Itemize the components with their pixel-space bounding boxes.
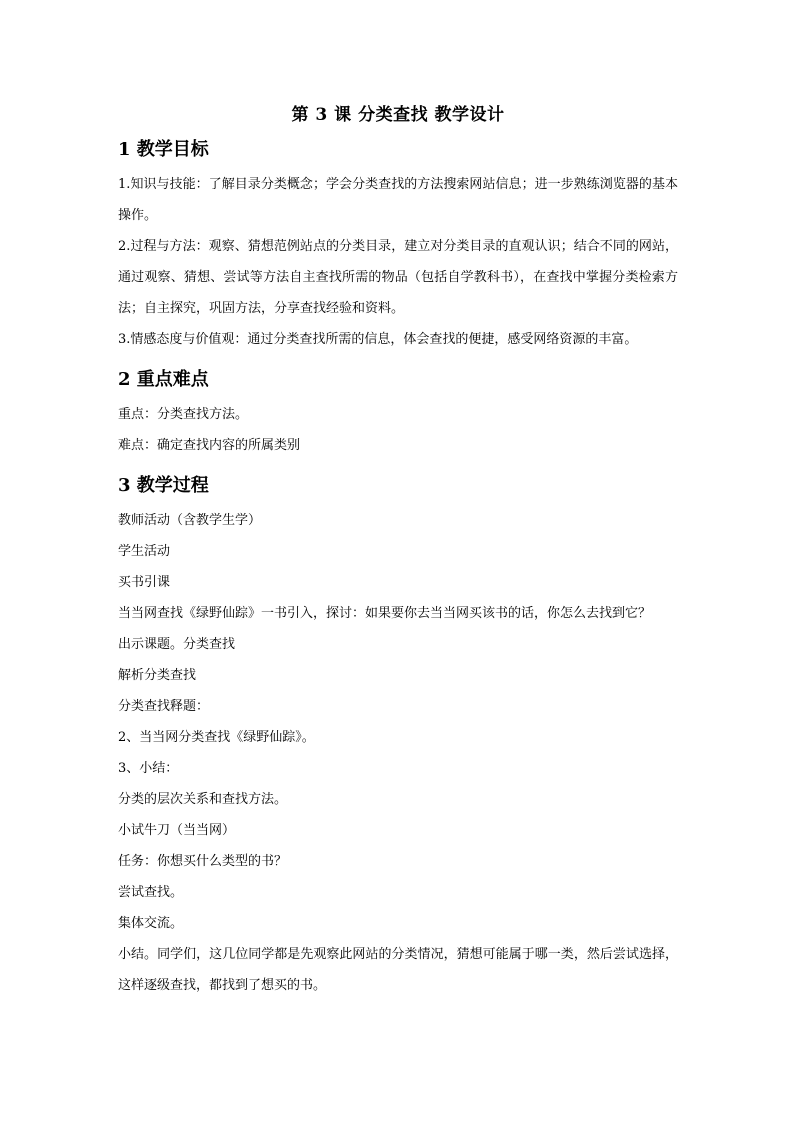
process-line: 买书引课 <box>118 575 171 590</box>
section-heading-process: 3 教学过程 <box>118 475 209 496</box>
process-line: 集体交流。 <box>118 916 184 931</box>
process-line: 2、当当网分类查找《绿野仙踪》。 <box>118 730 315 745</box>
process-line: 解析分类查找 <box>118 668 197 683</box>
goal-attitude-values: 3.情感态度与价值观：通过分类查找所需的信息，体会查找的便捷，感受网络资源的丰富。 <box>118 332 638 347</box>
section-heading-key-points: 2 重点难点 <box>118 369 209 390</box>
goal-knowledge-skills: 1.知识与技能：了解目录分类概念；学会分类查找的方法搜索网站信息；进一步熟练浏览器的基本操作。 <box>118 177 678 223</box>
document-title: 第 3 课 分类查找 教学设计 <box>291 105 505 125</box>
process-line: 教师活动（含教学生学） <box>118 513 262 528</box>
process-line: 当当网查找《绿野仙踪》一书引入，探讨：如果要你去当当网买该书的话，你怎么去找到它？ <box>118 606 652 621</box>
section-heading-goals: 1 教学目标 <box>118 139 209 160</box>
process-line: 学生活动 <box>118 544 171 559</box>
document-page <box>118 103 678 1001</box>
process-line: 出示课题。分类查找 <box>118 637 236 652</box>
difficult-point: 难点：确定查找内容的所属类别 <box>118 438 301 453</box>
goal-process-methods: 2.过程与方法：观察、猜想范例站点的分类目录，建立对分类目录的直观认识；结合不同的网站，通过观察、猜想、尝试等方法自主查找所需的物品（包括自学教科书），在查找中掌握分类检索方法；自主探究，巩固方法，分享查找经验和资料。 <box>118 239 678 316</box>
process-line: 任务：你想买什么类型的书？ <box>118 854 288 869</box>
process-line: 小试牛刀（当当网） <box>118 823 236 838</box>
process-line: 小结。同学们，这几位同学都是先观察此网站的分类情况，猜想可能属于哪一类，然后尝试选择，这样逐级查找，都找到了想买的书。 <box>118 947 678 993</box>
process-line: 分类的层次关系和查找方法。 <box>118 792 288 807</box>
process-line: 尝试查找。 <box>118 885 184 900</box>
key-point: 重点：分类查找方法。 <box>118 407 249 422</box>
process-line: 分类查找释题： <box>118 699 210 714</box>
process-line: 3、小结： <box>118 761 179 776</box>
